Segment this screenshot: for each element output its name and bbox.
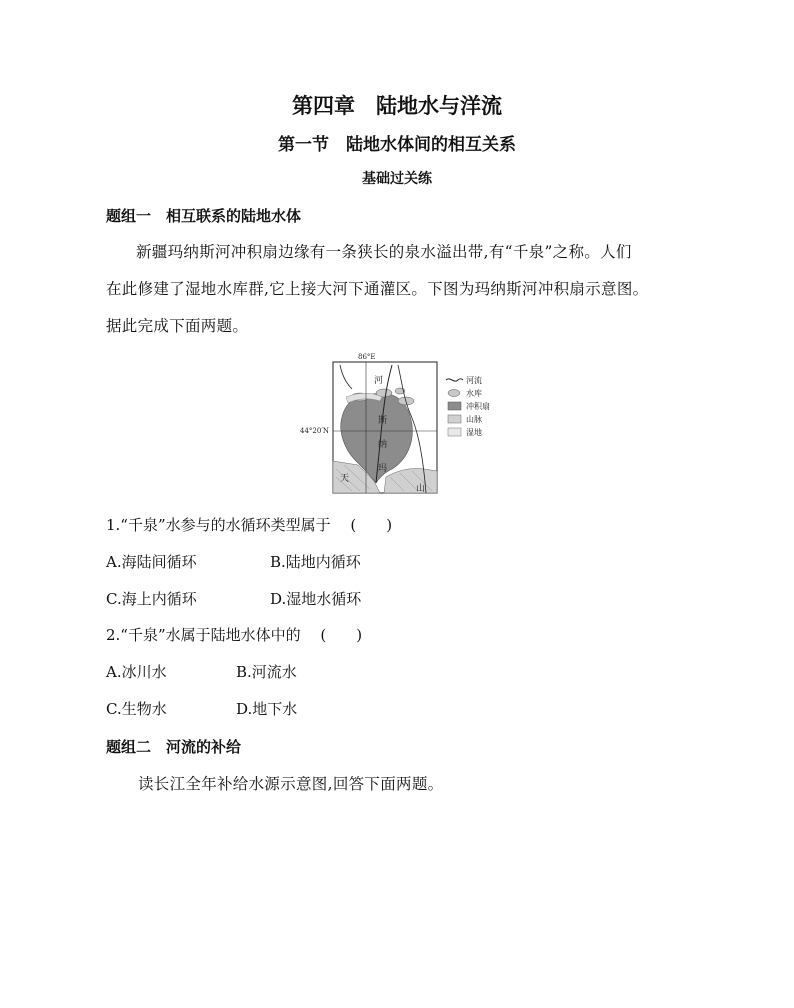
- q1-option-c[interactable]: C.海上内循环: [106, 590, 197, 608]
- manas-fan-map: [300, 353, 500, 500]
- legend-label: 水库: [466, 389, 482, 398]
- q2-option-c[interactable]: C.生物水: [106, 700, 167, 718]
- q1-option-a[interactable]: A.海陆间循环: [106, 553, 197, 571]
- group2-heading: 题组二 河流的补给: [106, 738, 242, 756]
- river-char: 河: [374, 376, 384, 386]
- section-title: 第一节 陆地水体间的相互关系: [278, 135, 516, 155]
- map-legend: [446, 375, 490, 437]
- river-char: 玛: [378, 464, 388, 474]
- passage-line-1: 新疆玛纳斯河冲积扇边缘有一条狭长的泉水溢出带,有“千泉”之称。人们: [136, 243, 632, 261]
- q1-option-d[interactable]: D.湿地水循环: [270, 590, 362, 608]
- group2-passage: 读长江全年补给水源示意图,回答下面两题。: [138, 775, 444, 793]
- legend-label: 河流: [466, 376, 482, 385]
- legend-wetland-symbol: [448, 428, 461, 436]
- legend-mountain-symbol: [448, 415, 461, 423]
- longitude-label: 86°E: [358, 353, 376, 361]
- map-figure: [300, 353, 500, 500]
- legend-label: 湿地: [466, 428, 482, 437]
- chapter-title: 第四章 陆地水与洋流: [292, 93, 502, 118]
- latitude-label: 44°20′N: [300, 427, 330, 435]
- legend-fan-symbol: [448, 402, 461, 410]
- practice-subtitle: 基础过关练: [362, 171, 432, 187]
- question-1-stem: 1.“千泉”水参与的水循环类型属于 ( ): [106, 516, 393, 534]
- river-char: 纳: [378, 440, 388, 450]
- question-2-stem: 2.“千泉”水属于陆地水体中的 ( ): [106, 626, 363, 644]
- q2-option-d[interactable]: D.地下水: [236, 700, 298, 718]
- q2-option-b[interactable]: B.河流水: [236, 663, 297, 681]
- legend-river-symbol: [446, 379, 463, 381]
- mountain-char: 山: [416, 484, 426, 494]
- mountain-char: 天: [340, 474, 350, 484]
- group1-heading: 题组一 相互联系的陆地水体: [106, 207, 302, 225]
- legend-label: 冲积扇: [466, 402, 490, 411]
- river-char: 斯: [378, 416, 388, 426]
- legend-label: 山脉: [466, 415, 482, 424]
- passage-line-3: 据此完成下面两题。: [106, 317, 249, 335]
- q1-option-b[interactable]: B.陆地内循环: [270, 553, 361, 571]
- q2-option-a[interactable]: A.冰川水: [106, 663, 167, 681]
- passage-line-2: 在此修建了湿地水库群,它上接大河下通灌区。下图为玛纳斯河冲积扇示意图。: [106, 280, 649, 298]
- legend-reservoir-symbol: [448, 390, 460, 397]
